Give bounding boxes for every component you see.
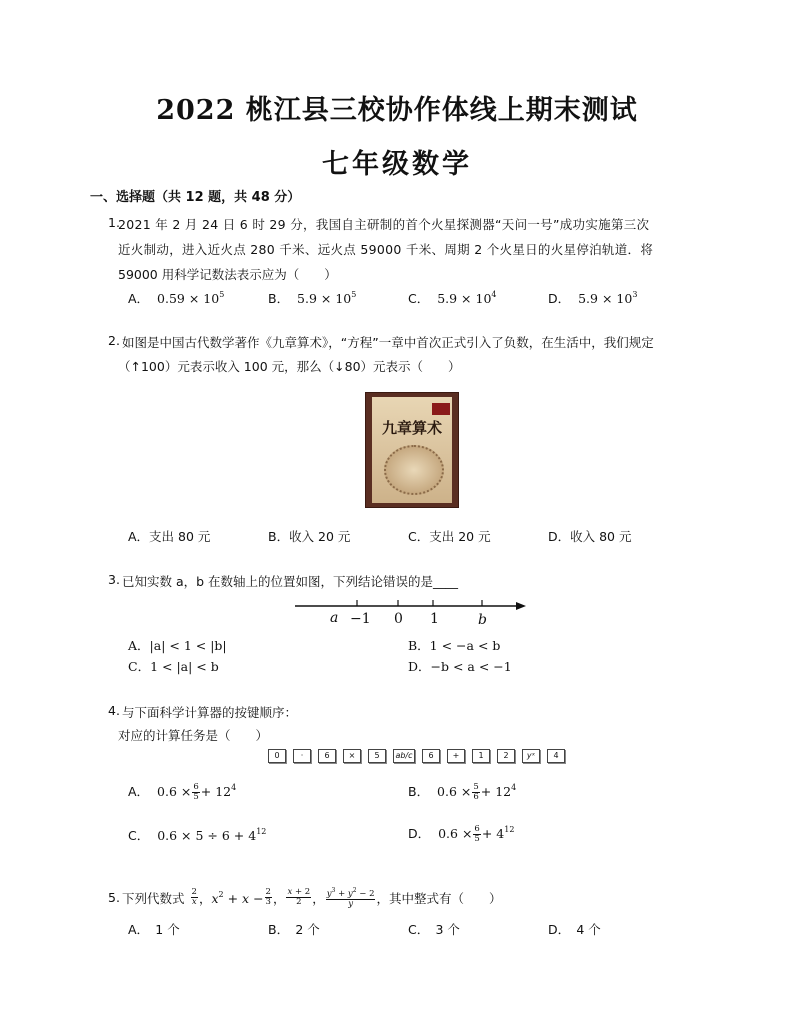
option-b[interactable]: B．收入 20 元	[268, 529, 351, 544]
calculator-key-sequence	[268, 749, 565, 763]
question-number: 4.	[108, 703, 120, 718]
question-text-line: 如图是中国古代数学著作《九章算术》，“方程”一章中首次正式引入了负数，在生活中，我们规定	[122, 335, 654, 350]
book-badge	[432, 403, 450, 415]
expr-4: $\frac{y^3 + y^2 - 2}{y}$	[326, 887, 375, 909]
calc-key: ·	[293, 749, 311, 763]
number-line-label-minus-one: −1	[350, 611, 371, 627]
calc-key: yˣ	[522, 749, 540, 763]
option-d[interactable]: D． 4 个	[548, 922, 601, 937]
calc-key: 2	[497, 749, 515, 763]
question-text-line: 2021 年 2 月 24 日 6 时 29 分，我国自主研制的首个火星探测器“天问一号”成功实施第三次	[118, 217, 650, 232]
option-a[interactable]: A． 0.6 × $\frac{6}{5}$ + $12^4$	[128, 782, 237, 802]
question-text-line: 59000 用科学记数法表示应为（ ）	[118, 267, 337, 282]
exam-title: 2022 桃江县三校协作体线上期末测试	[156, 95, 638, 126]
section-heading: 一、选择题（共 12 题，共 48 分）	[90, 190, 301, 205]
option-c[interactable]: C．1 < |a| < b	[128, 659, 219, 674]
book-title: 九章算术	[381, 419, 442, 437]
question-text-line: 近火制动，进入近火点 280 千米、远火点 59000 千米、周期 2 个火星日的火星停泊轨道．将	[118, 242, 654, 257]
option-c[interactable]: C． $5.9 \times 10^4$	[408, 290, 497, 306]
question-text-line: （↑100）元表示收入 100 元，那么（↓80）元表示（ ）	[118, 359, 461, 374]
calc-key: +	[447, 749, 465, 763]
calc-key: 5	[368, 749, 386, 763]
option-b[interactable]: B． $5.9 \times 10^5$	[268, 290, 357, 306]
number-line-label-one: 1	[430, 611, 439, 627]
question-number: 1.	[108, 215, 120, 230]
question-number: 3.	[108, 572, 120, 587]
option-a[interactable]: A． 1 个	[128, 922, 180, 937]
question-text-line: 与下面科学计算器的按键顺序：	[122, 705, 298, 720]
option-b[interactable]: B． 2 个	[268, 922, 320, 937]
option-c[interactable]: C． 3 个	[408, 922, 460, 937]
question-text-line: 对应的计算任务是（ ）	[118, 728, 269, 743]
number-line-label-a: a	[330, 610, 339, 626]
number-line-label-b: b	[478, 612, 487, 628]
expr-1: $\frac{2}{x}$	[191, 887, 197, 907]
calc-key: 1	[472, 749, 490, 763]
expr-2: $x^2 + x$ −	[211, 889, 264, 906]
number-line-label-zero: 0	[394, 611, 403, 627]
option-d[interactable]: D．−b < a < −1	[408, 659, 512, 674]
option-c[interactable]: C． $0.6 \times 5 \div 6 + 4^{12}$	[128, 827, 267, 843]
option-a[interactable]: A．支出 80 元	[128, 529, 211, 544]
question-text-line: 已知实数 a，b 在数轴上的位置如图，下列结论错误的是____	[122, 574, 459, 589]
calc-key: 4	[547, 749, 565, 763]
option-d[interactable]: D． $5.9 \times 10^3$	[548, 290, 638, 306]
calc-key: 6	[318, 749, 336, 763]
option-a[interactable]: A． $0.59 \times 10^5$	[128, 290, 225, 306]
calc-key: 0	[268, 749, 286, 763]
option-d[interactable]: D．收入 80 元	[548, 529, 632, 544]
exam-subtitle: 七年级数学	[322, 149, 472, 180]
question-number: 2.	[108, 333, 120, 348]
calc-key: ab/c	[393, 749, 415, 763]
option-d[interactable]: D． 0.6 × $\frac{6}{5}$ + $4^{12}$	[408, 824, 515, 844]
option-a[interactable]: A．|a| < 1 < |b|	[128, 638, 227, 653]
calc-key: 6	[422, 749, 440, 763]
option-b[interactable]: B．1 < −a < b	[408, 638, 501, 653]
option-b[interactable]: B． 0.6 × $\frac{5}{6}$ + $12^4$	[408, 782, 517, 802]
book-illustration	[384, 445, 444, 495]
option-c[interactable]: C．支出 20 元	[408, 529, 491, 544]
number-line	[290, 596, 530, 616]
question-number: 5.	[108, 890, 120, 905]
question-text-line: 下列代数式 $\frac{2}{x}$ ， $x^2 + x$ − $\frac{2}{3}$ ， $\frac{x + 2}{2}$ ， $\frac{y^3 + y^2 - 2}{y}$ ，其中整式有（ ）	[122, 887, 502, 909]
book-cover-image	[365, 392, 459, 508]
expr-3: $\frac{x + 2}{2}$	[287, 887, 311, 907]
calc-key: ×	[343, 749, 361, 763]
